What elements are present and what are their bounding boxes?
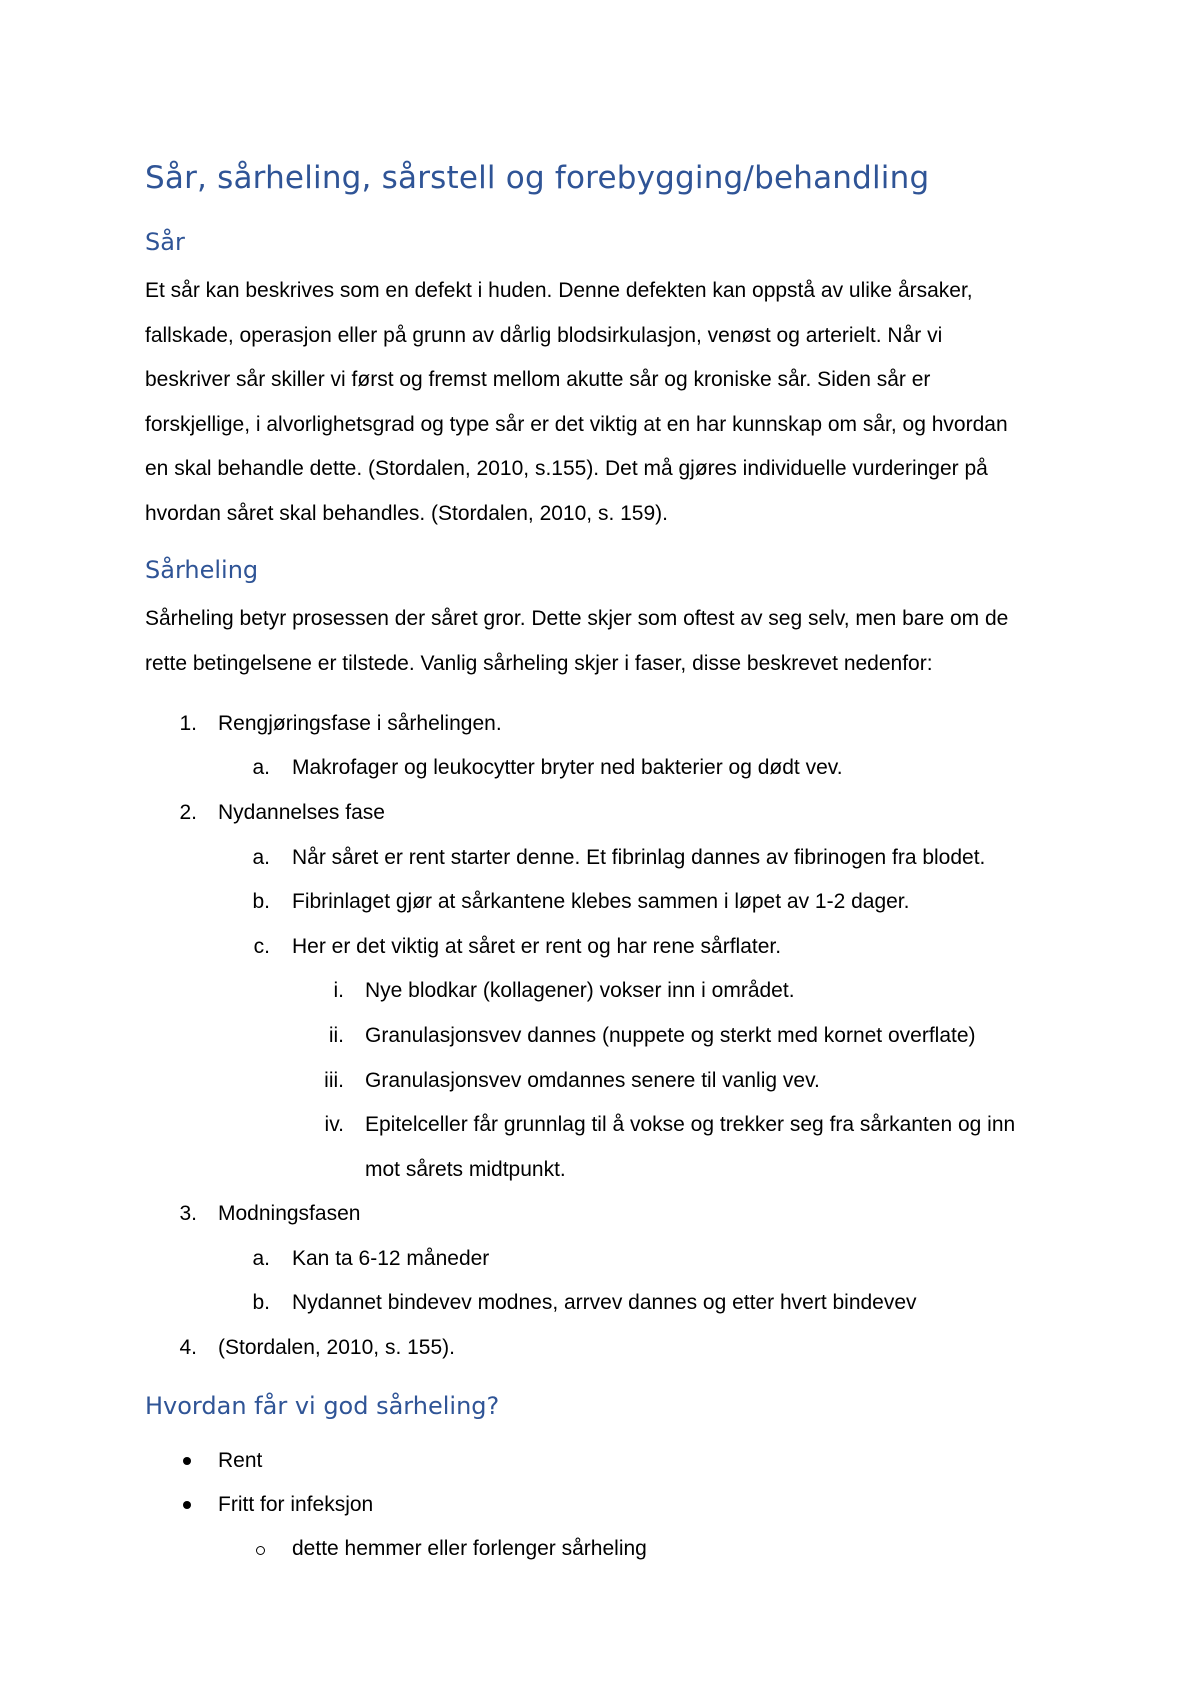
list-item-text: Nye blodkar (kollagener) vokser inn i området.	[365, 979, 795, 1002]
bullet-dot-icon	[183, 1501, 191, 1509]
list-marker: 2.	[179, 801, 197, 824]
list-item-text: (Stordalen, 2010, s. 155).	[218, 1336, 455, 1359]
heading-sarheling: Sårheling	[145, 556, 259, 584]
paragraph-line: Et sår kan beskrives som en defekt i huden. Denne defekten kan oppstå av ulike årsaker,	[145, 279, 973, 302]
paragraph-line: hvordan såret skal behandles. (Stordalen, 2010, s. 159).	[145, 501, 668, 525]
bullet-dot-icon	[183, 1457, 191, 1465]
heading-sar: Sår	[145, 228, 185, 256]
paragraph-sar	[145, 269, 1075, 536]
list-marker: i.	[333, 979, 344, 1002]
list-marker: iv.	[324, 1113, 344, 1136]
list-marker: 3.	[179, 1202, 197, 1225]
list-item-text: Modningsfasen	[218, 1202, 361, 1225]
list-marker: a.	[252, 1247, 270, 1270]
list-item-text: Epitelceller får grunnlag til å vokse og trekker seg fra sårkanten og inn	[365, 1113, 1016, 1136]
list-item-text: Granulasjonsvev dannes (nuppete og sterkt med kornet overflate)	[365, 1024, 976, 1047]
paragraph-line: rette betingelsene er tilstede. Vanlig sårheling skjer i faser, disse beskrevet nedenfor:	[145, 651, 933, 675]
list-marker: c.	[253, 935, 270, 958]
paragraph-line: Sårheling betyr prosessen der såret gror. Dette skjer som oftest av seg selv, men bare om de	[145, 607, 1009, 630]
list-item-text: Når såret er rent starter denne. Et fibrinlag dannes av fibrinogen fra blodet.	[292, 846, 986, 869]
list-item-text: Nydannet bindevev modnes, arrvev dannes og etter hvert bindevev	[292, 1291, 917, 1314]
list-marker: ii.	[328, 1024, 344, 1047]
list-item-text: Nydannelses fase	[218, 801, 385, 824]
list-item-text: Makrofager og leukocytter bryter ned bakterier og dødt vev.	[292, 756, 843, 779]
list-item-text: Fibrinlaget gjør at sårkantene klebes sammen i løpet av 1-2 dager.	[292, 890, 910, 913]
document-title: Sår, sårheling, sårstell og forebygging/behandling	[145, 160, 930, 196]
list-marker: 1.	[179, 712, 197, 735]
list-marker: b.	[252, 890, 270, 913]
paragraph-line: en skal behandle dette. (Stordalen, 2010, s.155). Det må gjøres individuelle vurderinger på	[145, 457, 988, 480]
heading-god-sarheling: Hvordan får vi god sårheling?	[145, 1392, 500, 1420]
list-marker: iii.	[324, 1069, 344, 1092]
list-item-text: mot sårets midtpunkt.	[365, 1158, 566, 1181]
paragraph-line: forskjellige, i alvorlighetsgrad og type sår er det viktig at en har kunnskap om sår, og hvordan	[145, 412, 1008, 436]
list-marker: a.	[252, 756, 270, 779]
paragraph-line: beskriver sår skiller vi først og fremst mellom akutte sår og kroniske sår. Siden sår er	[145, 368, 931, 391]
list-item-text: Rent	[218, 1449, 263, 1472]
bullet-circle-icon	[256, 1546, 265, 1555]
paragraph-sarheling	[145, 597, 1075, 686]
list-marker: b.	[252, 1291, 270, 1314]
list-item-text: Granulasjonsvev omdannes senere til vanlig vev.	[365, 1069, 820, 1092]
list-marker: 4.	[179, 1336, 197, 1359]
list-item-text: Kan ta 6-12 måneder	[292, 1247, 490, 1270]
list-item-text: Rengjøringsfase i sårhelingen.	[218, 712, 502, 735]
list-item-text: Her er det viktig at såret er rent og har rene sårflater.	[292, 935, 782, 958]
list-item-text: Fritt for infeksjon	[218, 1493, 374, 1516]
list-marker: a.	[252, 846, 270, 869]
list-item-text: dette hemmer eller forlenger sårheling	[292, 1537, 647, 1560]
paragraph-line: fallskade, operasjon eller på grunn av dårlig blodsirkulasjon, venøst og arterielt. Når vi	[145, 323, 943, 347]
